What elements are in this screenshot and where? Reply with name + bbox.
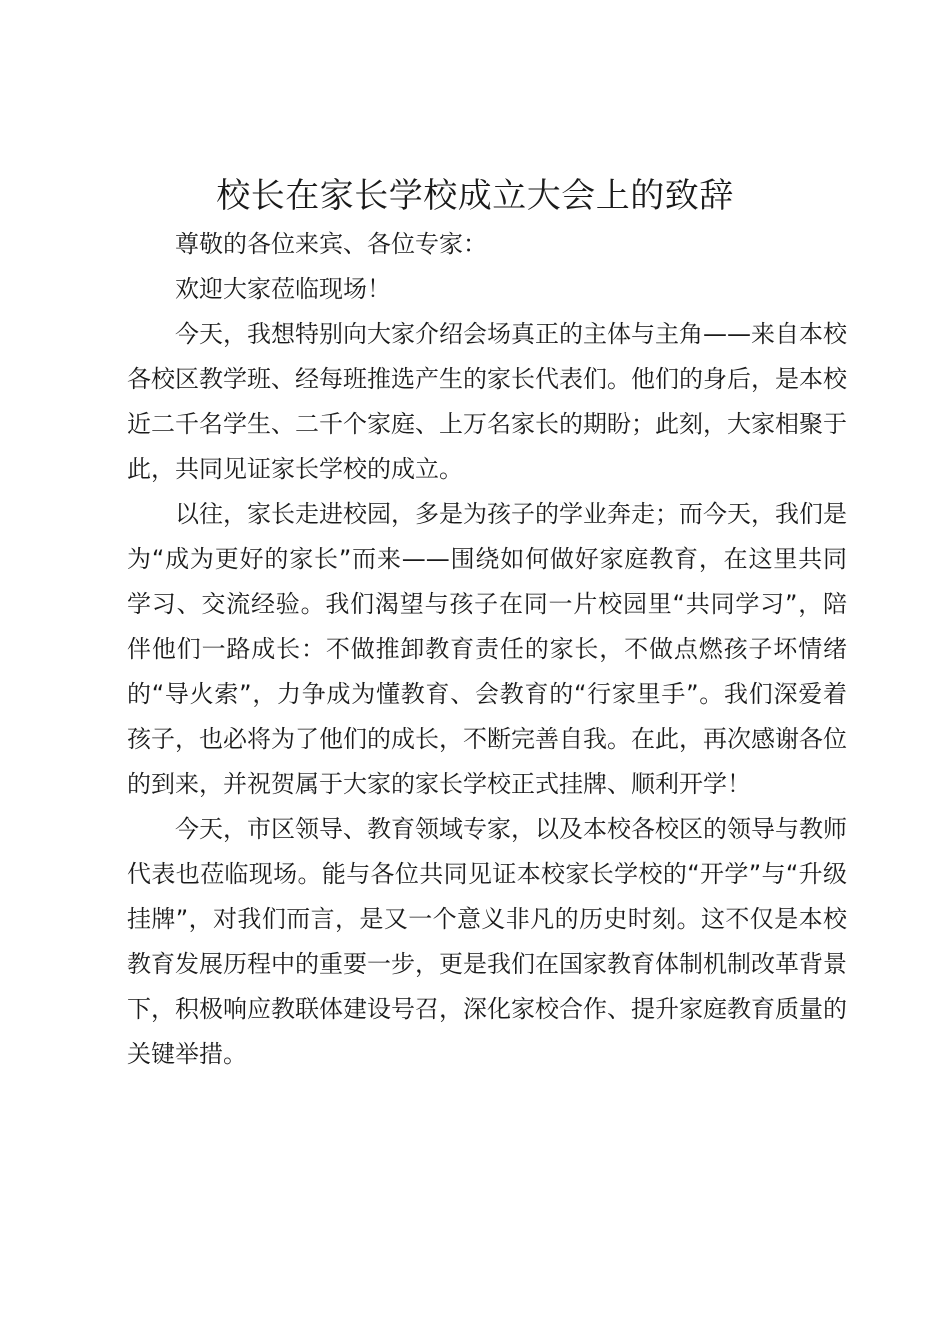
salutation-paragraph: 尊敬的各位来宾、各位专家： [175, 230, 487, 258]
document-title: 校长在家长学校成立大会上的致辞 [216, 176, 734, 216]
document-body [127, 222, 847, 1077]
body-paragraph: 今天，市区领导、教育领域专家，以及本校各校区的领导与教师代表也莅临现场。能与各位共同见证本校家长学校的“开学”与“升级挂牌”，对我们而言，是又一个意义非凡的历史时刻。这不仅是本校教育发展历程中的重要一步，更是我们在国家教育体制机制改革背景下，积极响应教联体建设号召，深化家校合作、提升家庭教育质量的关键举措。 [127, 815, 847, 1068]
body-paragraph: 以往，家长走进校园，多是为孩子的学业奔走；而今天，我们是为“成为更好的家长”而来——围绕如何做好家庭教育，在这里共同学习、交流经验。我们渴望与孩子在同一片校园里“共同学习”，陪伴他们一路成长：不做推卸教育责任的家长，不做点燃孩子坏情绪的“导火索”，力争成为懂教育、会教育的“行家里手”。我们深爱着孩子，也必将为了他们的成长，不断完善自我。在此，再次感谢各位的到来，并祝贺属于大家的家长学校正式挂牌、顺利开学！ [127, 500, 847, 798]
body-paragraph: 今天，我想特别向大家介绍会场真正的主体与主角——来自本校各校区教学班、经每班推选产生的家长代表们。他们的身后，是本校近二千名学生、二千个家庭、上万名家长的期盼；此刻，大家相聚于此，共同见证家长学校的成立。 [127, 320, 847, 483]
welcome-paragraph: 欢迎大家莅临现场！ [175, 275, 391, 303]
